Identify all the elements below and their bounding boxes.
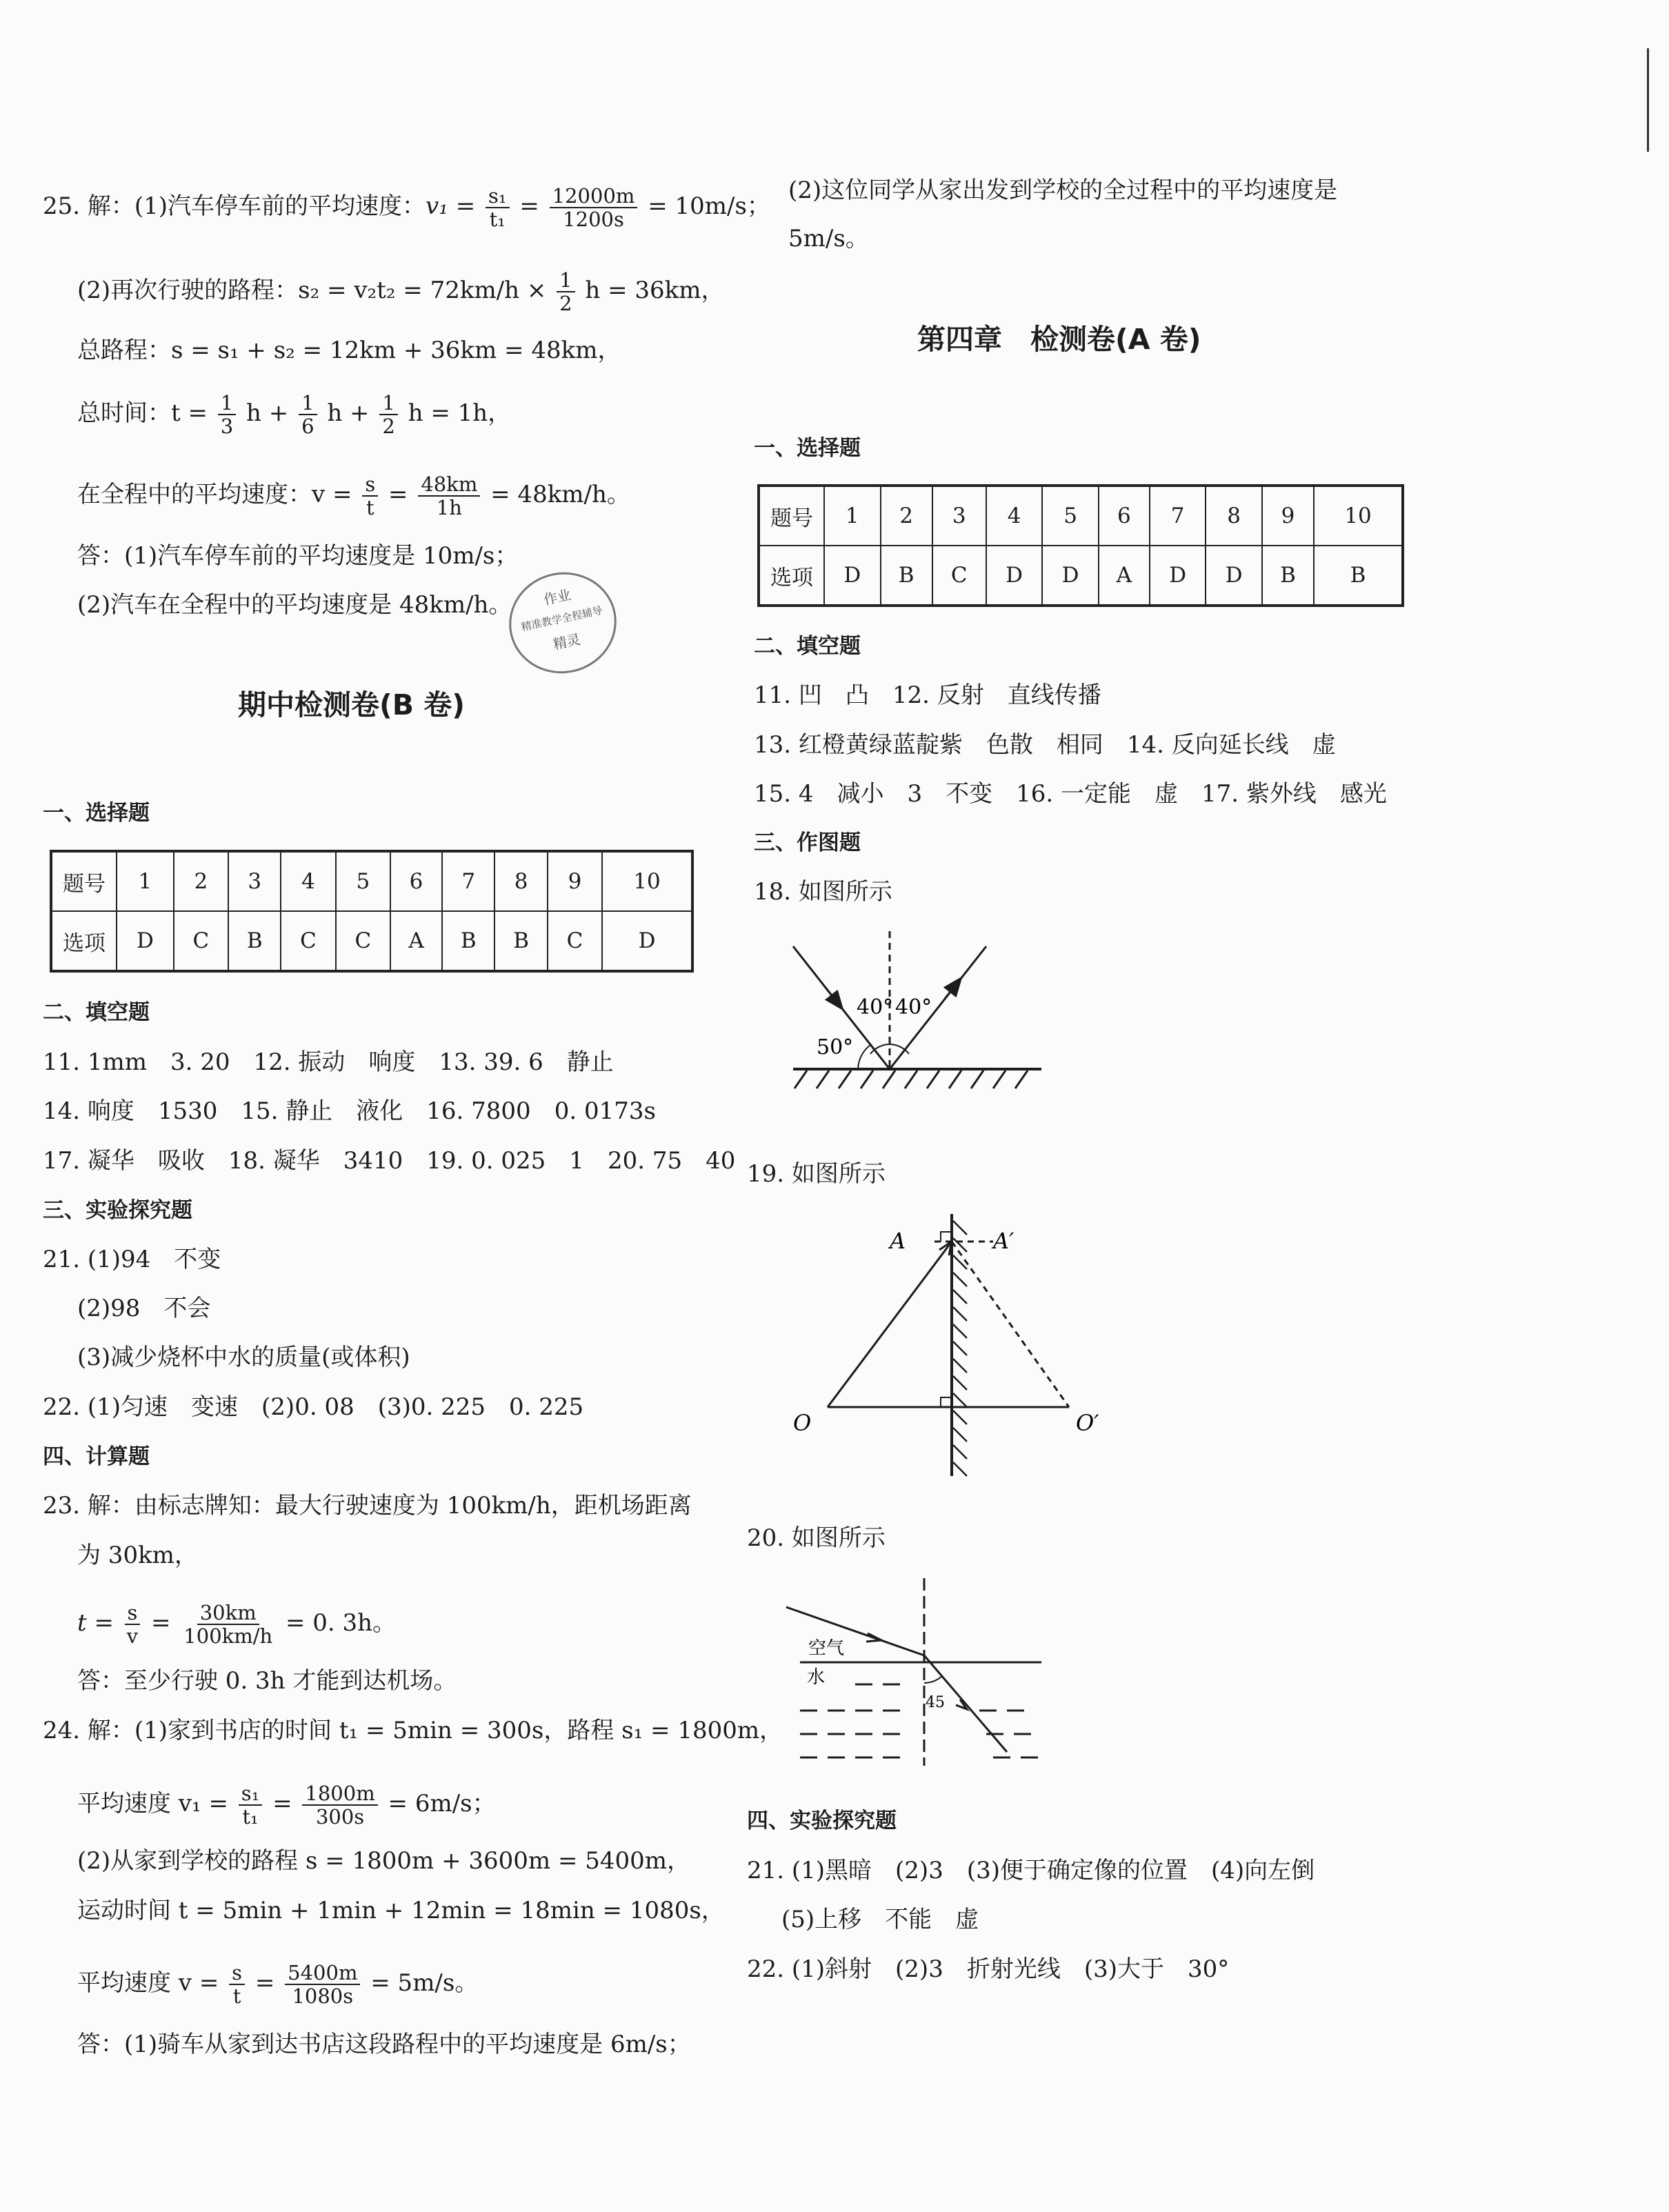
calc-line7: (2)从家到学校的路程 s = 1800m + 3600m = 5400m，	[77, 1847, 691, 1875]
r-line1: (2)这位同学从家出发到学校的全过程中的平均速度是	[788, 177, 1338, 204]
arrow-head	[866, 1633, 881, 1642]
table-cell: 2	[881, 486, 932, 546]
section-fill: 二、填空题	[43, 1000, 150, 1025]
answer-table-left	[50, 850, 694, 973]
angle-arc	[858, 1045, 870, 1069]
angle-label: 45	[926, 1694, 945, 1711]
table-cell: 4	[986, 486, 1043, 546]
exp-line3: 22. (1)斜射 (2)3 折射光线 (3)大于 30°	[747, 1955, 1230, 1983]
section-drawing: 三、作图题	[754, 830, 861, 855]
fraction: $\frac{s}{t}$	[362, 473, 378, 519]
scan-edge-mark	[1647, 48, 1649, 152]
table-cell: C	[174, 911, 228, 971]
calc-line9: 平均速度 v = $\frac{s}{t}$ = $\frac{5400m}{1080s}$ = 5m/s。	[77, 1961, 479, 2008]
table-cell: D	[1206, 546, 1262, 606]
fill-line1: 11. 1mm 3. 20 12. 振动 响度 13. 39. 6 静止	[43, 1048, 614, 1076]
calc-line1: 23. 解：由标志牌知：最大行驶速度为 100km/h，距机场距离	[43, 1492, 692, 1519]
plane-mirror-diagram	[786, 1207, 1145, 1483]
calc-line2: 为 30km，	[77, 1542, 198, 1569]
exp-line2: (5)上移 不能 虚	[781, 1906, 979, 1933]
section-choice: 一、选择题	[43, 801, 150, 826]
exp-line1: 21. (1)94 不变	[43, 1246, 221, 1273]
hatch-marks	[794, 1070, 1028, 1088]
fraction: $\frac{1}{2}$	[379, 392, 397, 437]
table-row	[51, 911, 692, 971]
fill-line1: 11. 凹 凸 12. 反射 直线传播	[754, 681, 1101, 709]
r-line2: 5m/s。	[788, 225, 869, 252]
point-label: O′	[1076, 1410, 1099, 1436]
table-cell: 3	[228, 851, 281, 911]
table-cell: 10	[1314, 486, 1403, 546]
fill-line3: 17. 凝华 吸收 18. 凝华 3410 19. 0. 025 1 20. 75 40	[43, 1147, 736, 1175]
table-cell: B	[494, 911, 547, 971]
point-label: A′	[993, 1228, 1015, 1254]
reflected-arrow	[945, 979, 960, 999]
hatch-marks	[953, 1221, 967, 1476]
q20-label: 20. 如图所示	[747, 1524, 886, 1552]
table-cell: 8	[1206, 486, 1262, 546]
table-cell: A	[390, 911, 442, 971]
table-header-cell: 题号	[51, 851, 117, 911]
fill-line2: 13. 红橙黄绿蓝靛紫 色散 相同 14. 反向延长线 虚	[754, 731, 1336, 759]
angle-label: 50°	[817, 1035, 854, 1059]
reflection-diagram	[786, 924, 1055, 1104]
table-cell: D	[1042, 546, 1099, 606]
q25-answer1: 答：(1)汽车停车前的平均速度是 10m/s；	[77, 542, 519, 570]
fraction: $\frac{\text{s₁}}{\text{t₁}}$	[239, 1782, 263, 1828]
section-calc: 四、计算题	[43, 1444, 150, 1469]
table-cell: D	[1150, 546, 1206, 606]
table-cell: 10	[602, 851, 692, 911]
calc-line6: 平均速度 v₁ = $\frac{\text{s₁}}{\text{t₁}}$ = $\frac{1800m}{300s}$ = 6m/s；	[77, 1782, 496, 1829]
fraction: $\frac{1}{3}$	[218, 392, 236, 437]
table-cell: B	[881, 546, 932, 606]
table-cell: D	[602, 911, 692, 971]
incident-arrow	[826, 988, 841, 1008]
medium-label: 空气	[808, 1638, 845, 1659]
image-ray	[952, 1242, 1069, 1407]
fill-line3: 15. 4 减小 3 不变 16. 一定能 虚 17. 紫外线 感光	[754, 780, 1387, 808]
table-cell: 2	[174, 851, 228, 911]
table-cell: C	[336, 911, 390, 971]
table-cell: B	[1314, 546, 1403, 606]
incident-ray	[786, 1607, 924, 1655]
fraction: $\frac{s}{t}$	[229, 1962, 245, 2007]
table-row	[759, 486, 1403, 546]
table-cell: B	[442, 911, 494, 971]
q25-line3: 总路程：s = s₁ + s₂ = 12km + 36km = 48km，	[77, 337, 621, 364]
fraction: $\frac{5400m}{1080s}$	[285, 1962, 360, 2007]
table-header-cell: 题号	[759, 486, 824, 546]
q18-label: 18. 如图所示	[754, 878, 892, 906]
calc-line3: t = $\frac{s}{v}$ = $\frac{30km}{100km/h}$ = 0. 3h。	[77, 1601, 397, 1648]
table-cell: 1	[117, 851, 174, 911]
table-cell: 1	[824, 486, 881, 546]
fraction: $\frac{30km}{100km/h}$	[183, 1601, 273, 1648]
q25-line1: 25. 解：(1)汽车停车前的平均速度：v₁ = $\frac{\text{s₁}}{\text{t₁}}$ = $\frac{12000m}{1200s}$ = 10m/s；	[43, 184, 770, 231]
table-header-cell: 选项	[759, 546, 824, 606]
table-cell: B	[228, 911, 281, 971]
table-header-cell: 选项	[51, 911, 117, 971]
exp-line4: 22. (1)匀速 变速 (2)0. 08 (3)0. 225 0. 225	[43, 1393, 584, 1421]
table-cell: 4	[281, 851, 335, 911]
exp-line1: 21. (1)黑暗 (2)3 (3)便于确定像的位置 (4)向左倒	[747, 1857, 1315, 1884]
ray-to-mirror	[828, 1242, 952, 1407]
table-cell: 5	[1042, 486, 1099, 546]
q25-answer2: (2)汽车在全程中的平均速度是 48km/h。	[77, 591, 512, 619]
q19-label: 19. 如图所示	[747, 1160, 886, 1188]
angle-label: 40°	[857, 995, 894, 1019]
table-cell: C	[548, 911, 602, 971]
table-cell: D	[986, 546, 1043, 606]
medium-label: 水	[807, 1667, 826, 1688]
table-cell: C	[281, 911, 335, 971]
exp-line3: (3)减少烧杯中水的质量(或体积)	[77, 1344, 410, 1371]
calc-line8: 运动时间 t = 5min + 1min + 12min = 18min = 1080s，	[77, 1897, 725, 1924]
table-cell: D	[117, 911, 174, 971]
refraction-diagram	[779, 1573, 1055, 1773]
fraction: $\frac{1800m}{300s}$	[302, 1782, 377, 1828]
table-cell: 7	[1150, 486, 1206, 546]
angle-arc	[924, 1676, 942, 1683]
table-cell: 5	[336, 851, 390, 911]
answer-table-right	[757, 484, 1404, 607]
table-row	[51, 851, 692, 911]
stamp-logo: 作业 精准教学全程辅导 精灵	[500, 562, 626, 683]
chapter-title: 第四章 检测卷(A 卷)	[917, 323, 1201, 356]
section-fill: 二、填空题	[754, 634, 861, 659]
section-experiment: 三、实验探究题	[43, 1198, 192, 1223]
calc-line10: 答：(1)骑车从家到达书店这段路程中的平均速度是 6m/s；	[77, 2031, 691, 2058]
angle-label: 40°	[895, 995, 932, 1019]
right-angle-mark	[941, 1397, 952, 1407]
q25-line4: 总时间：t = $\frac{1}{3}$ h + $\frac{1}{6}$ h + $\frac{1}{2}$ h = 1h，	[77, 391, 512, 438]
fraction: $\frac{s}{v}$	[124, 1602, 141, 1647]
q25-line2: (2)再次行驶的路程：s₂ = v₂t₂ = 72km/h × $\frac{1}{2}$ h = 36km，	[77, 268, 725, 315]
fraction: $\frac{1}{2}$	[557, 269, 574, 315]
table-cell: D	[824, 546, 881, 606]
exp-line2: (2)98 不会	[77, 1295, 211, 1322]
section-experiment: 四、实验探究题	[747, 1809, 897, 1833]
table-cell: A	[1099, 546, 1150, 606]
table-cell: 9	[548, 851, 602, 911]
fraction: $\frac{48km}{1h}$	[418, 473, 480, 519]
section-choice: 一、选择题	[754, 436, 861, 461]
table-cell: C	[932, 546, 986, 606]
table-cell: 7	[442, 851, 494, 911]
midterm-title: 期中检测卷(B 卷)	[238, 688, 466, 721]
q25-line5: 在全程中的平均速度：v = $\frac{s}{t}$ = $\frac{48km}{1h}$ = 48km/h。	[77, 472, 630, 519]
table-cell: B	[1262, 546, 1314, 606]
fraction: $\frac{1}{6}$	[299, 392, 317, 437]
table-cell: 6	[1099, 486, 1150, 546]
fraction: $\frac{12000m}{1200s}$	[550, 185, 638, 230]
point-label: A	[890, 1228, 906, 1254]
calc-line5: 24. 解：(1)家到书店的时间 t₁ = 5min = 300s，路程 s₁ = 1800m，	[43, 1717, 783, 1744]
table-row	[759, 546, 1403, 606]
table-cell: 3	[932, 486, 986, 546]
table-cell: 6	[390, 851, 442, 911]
fill-line2: 14. 响度 1530 15. 静止 液化 16. 7800 0. 0173s	[43, 1097, 656, 1125]
table-cell: 9	[1262, 486, 1314, 546]
calc-line4: 答：至少行驶 0. 3h 才能到达机场。	[77, 1667, 457, 1695]
fraction: $\frac{\text{s₁}}{\text{t₁}}$	[486, 185, 510, 230]
right-angle-mark	[941, 1232, 952, 1242]
table-cell: 8	[494, 851, 547, 911]
point-label: O	[793, 1410, 812, 1436]
